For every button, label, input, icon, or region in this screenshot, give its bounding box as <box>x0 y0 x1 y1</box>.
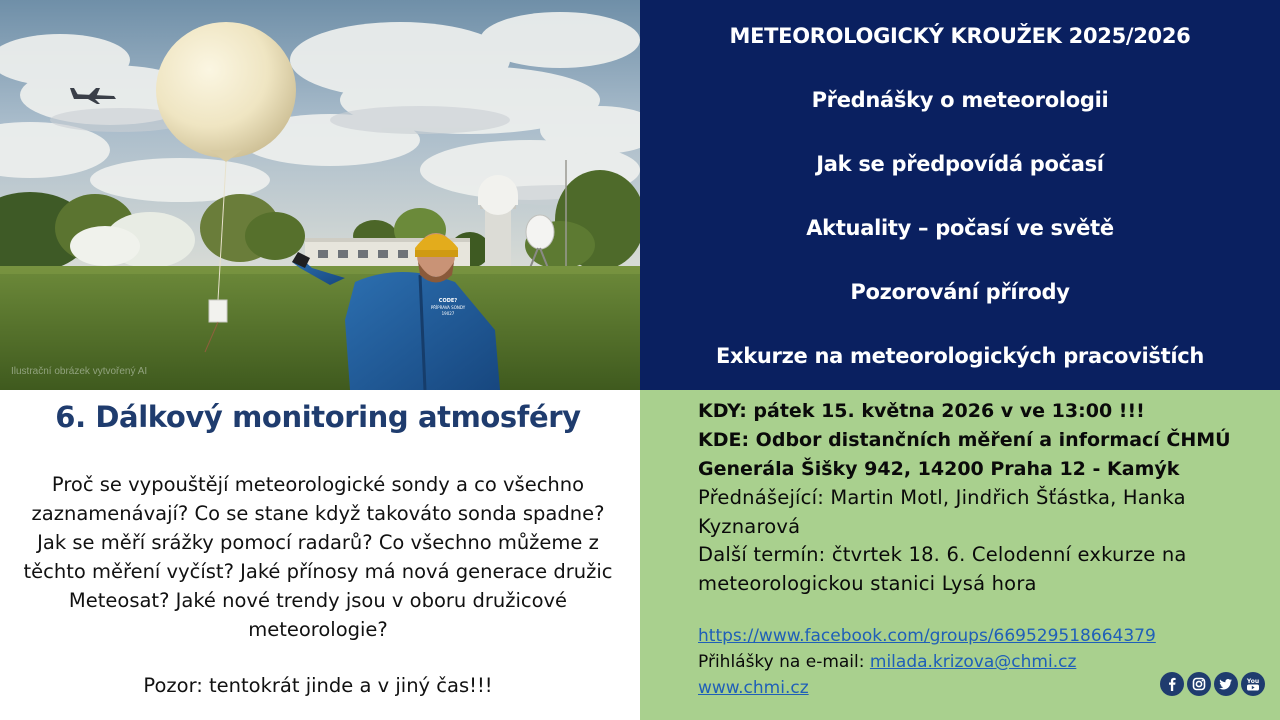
event-when: KDY: pátek 15. května 2026 v ve 13:00 !!! <box>698 400 1145 422</box>
lecture-block <box>0 390 640 720</box>
lecture-warning: Pozor: tentokrát jinde a v jiný čas!!! <box>143 674 493 697</box>
youtube-icon-label: You <box>1246 678 1260 685</box>
signup-label: Přihlášky na e-mail: <box>698 652 870 672</box>
balloon-launch-illustration <box>0 0 640 390</box>
twitter-icon[interactable] <box>1214 672 1238 696</box>
signup-line <box>698 652 1076 672</box>
website-link[interactable]: www.chmi.cz <box>698 678 809 698</box>
facebook-link-line <box>698 626 1156 646</box>
course-topics-panel <box>640 0 1280 390</box>
svg-text:CODE?: CODE? <box>438 298 458 304</box>
lecturers-line: Přednášející: Martin Motl, Jindřich Šťástka, Hanka <box>698 486 1186 509</box>
course-title: METEOROLOGICKÝ KROUŽEK 2025/2026 <box>729 24 1191 48</box>
topic-item: Jak se předpovídá počasí <box>816 152 1104 176</box>
topic-item: Přednášky o meteorologii <box>811 88 1109 112</box>
topic-item: Pozorování přírody <box>850 280 1070 304</box>
facebook-icon[interactable] <box>1160 672 1184 696</box>
instagram-icon[interactable] <box>1187 672 1211 696</box>
lecture-title: 6. Dálkový monitoring atmosféry <box>55 400 581 434</box>
signup-email-link[interactable]: milada.krizova@chmi.cz <box>869 652 1077 672</box>
topic-item: Aktuality – počasí ve světě <box>806 216 1114 240</box>
event-address: Generála Šišky 942, 14200 Praha 12 - Kamýk <box>698 458 1180 480</box>
next-event-line-cont: meteorologickou stanici Lysá hora <box>698 572 1037 595</box>
svg-text:PŘÍPRAVA SONDY: PŘÍPRAVA SONDY <box>430 305 466 310</box>
svg-text:19027: 19027 <box>441 311 455 316</box>
topic-item: Exkurze na meteorologických pracovištích <box>715 344 1205 368</box>
hero-photo <box>0 0 640 390</box>
youtube-icon[interactable] <box>1241 672 1265 696</box>
lecture-description: Proč se vypouštějí meteorologické sondy a co všechno zaznamenávají? Co se stane když takováto sonda spadne? Jak se měří srážky pomocí radarů? Co všechno můžeme z těchto měření vyčíst? Jaké přínosy má nová generace družic Meteosat? Jaké nové trendy jsou v oboru družicové meteorologie? <box>23 473 613 641</box>
next-event-line: Další termín: čtvrtek 18. 6. Celodenní exkurze na <box>698 543 1187 566</box>
website-line <box>698 678 809 698</box>
lecturers-line-cont: Kyznarová <box>698 515 801 538</box>
photo-credit: Ilustrační obrázek vytvořený AI <box>11 366 148 377</box>
facebook-group-link[interactable]: https://www.facebook.com/groups/669529518664379 <box>698 626 1156 646</box>
event-where: KDE: Odbor distančních měření a informací ČHMÚ <box>698 429 1231 451</box>
social-icons <box>1160 672 1266 696</box>
event-info-panel <box>640 390 1280 720</box>
